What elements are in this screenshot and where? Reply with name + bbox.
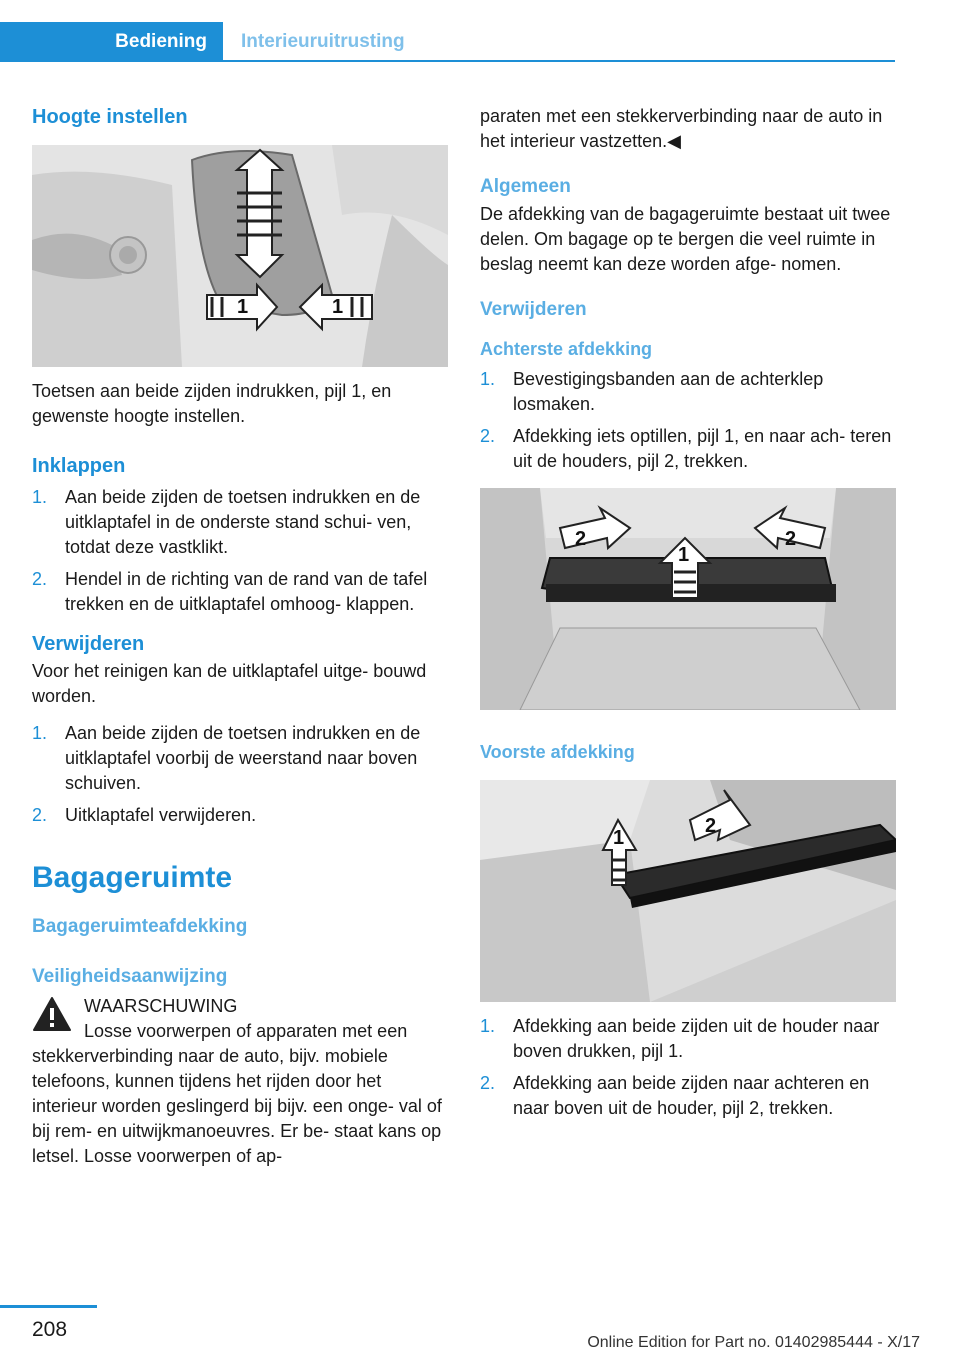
list-item: 1. Bevestigingsbanden aan de achterklep losmaken. — [480, 369, 824, 414]
heading-bagageruimteafdekking: Bagageruimteafdekking — [32, 916, 248, 937]
footer-rule — [0, 1305, 97, 1308]
list-inklappen — [32, 485, 448, 617]
left-column — [32, 98, 448, 1169]
list-item: 2. Afdekking aan beide zijden naar achteren en naar boven uit de houder, pijl 2, trekken. — [480, 1073, 870, 1118]
heading-verwijderen-left: Verwijderen — [32, 633, 145, 655]
right-column — [480, 98, 896, 1128]
list-item: 2. Hendel in de richting van de rand van de tafel trekken en de uitklaptafel omhoog‐ klappen. — [32, 569, 428, 614]
paragraph-algemeen: De afdekking van de bagageruimte bestaat uit twee delen. Om bagage op te bergen die veel ruimte in beslag neemt kan deze worden afge‐ nomen. — [480, 204, 891, 274]
list-voorste — [480, 1014, 896, 1121]
heading-veiligheidsaanwijzing: Veiligheidsaanwijzing — [32, 966, 228, 987]
list-item: 1. Afdekking aan beide zijden uit de houder naar boven drukken, pijl 1. — [480, 1016, 880, 1061]
fig2-label-left: 2 — [575, 528, 587, 550]
fig3-label-left: 1 — [613, 827, 625, 849]
header-rule — [0, 60, 895, 62]
warning-block — [32, 994, 448, 1169]
warning-icon — [32, 996, 72, 1032]
paragraph-reinigen: Voor het reinigen kan de uitklaptafel uitge‐ bouwd worden. — [32, 661, 427, 706]
page-header — [0, 0, 895, 62]
heading-hoogte-instellen: Hoogte instellen — [32, 106, 188, 128]
paragraph-continued: paraten met een stekkerverbinding naar de auto in het interieur vastzetten.◀ — [480, 106, 883, 151]
fig2-label-center: 1 — [678, 544, 690, 566]
figure-headrest-table — [32, 145, 448, 367]
list-item: 1. Aan beide zijden de toetsen indrukken en de uitklaptafel in de onderste stand schui‐ ven, totdat deze vastklikt. — [32, 487, 421, 557]
heading-verwijderen-right: Verwijderen — [480, 299, 587, 320]
heading-bagageruimte: Bagageruimte — [32, 861, 233, 894]
fig1-label-right: 1 — [332, 296, 344, 318]
list-achterste — [480, 367, 896, 474]
page-number: 208 — [32, 1318, 68, 1341]
list-verwijderen-left — [32, 721, 448, 828]
list-item: 2. Afdekking iets optillen, pijl 1, en naar ach‐ teren uit de houders, pijl 2, trekken. — [480, 426, 892, 471]
list-item: 2. Uitklaptafel verwijderen. — [32, 805, 257, 825]
heading-inklappen: Inklappen — [32, 455, 126, 477]
heading-voorste-afdekking: Voorste afdekking — [480, 742, 635, 762]
tab-bediening[interactable]: Bediening — [0, 22, 223, 62]
heading-achterste-afdekking: Achterste afdekking — [480, 339, 653, 359]
tab-interieuruitrusting[interactable]: Interieuruitrusting — [241, 31, 405, 52]
warning-title: WAARSCHUWING — [84, 996, 238, 1016]
figure-rear-cover — [480, 488, 896, 710]
heading-algemeen: Algemeen — [480, 176, 571, 197]
warning-text: Losse voorwerpen of apparaten met een stekkerverbinding naar de auto, bijv. mobiele telefoons, kunnen tijdens het rijden door het interieur worden geslingerd bij bijv. een onge‐ val of bij rem- en uitwijkmanoeuvres. Er be‐ staat kans op letsel. Losse voorwerpen of ap‐ — [32, 1021, 442, 1166]
figure-front-cover — [480, 780, 896, 1002]
fig1-label-left: 1 — [237, 296, 249, 318]
fig3-label-right: 2 — [705, 815, 717, 837]
list-item: 1. Aan beide zijden de toetsen indrukken en de uitklaptafel voorbij de weerstand naar boven schuiven. — [32, 723, 421, 793]
paragraph-toetsen: Toetsen aan beide zijden indrukken, pijl 1, en gewenste hoogte instellen. — [32, 381, 392, 426]
footer-edition: Online Edition for Part no. 01402985444 - X/17 — [587, 1334, 920, 1351]
fig2-label-right: 2 — [785, 528, 797, 550]
